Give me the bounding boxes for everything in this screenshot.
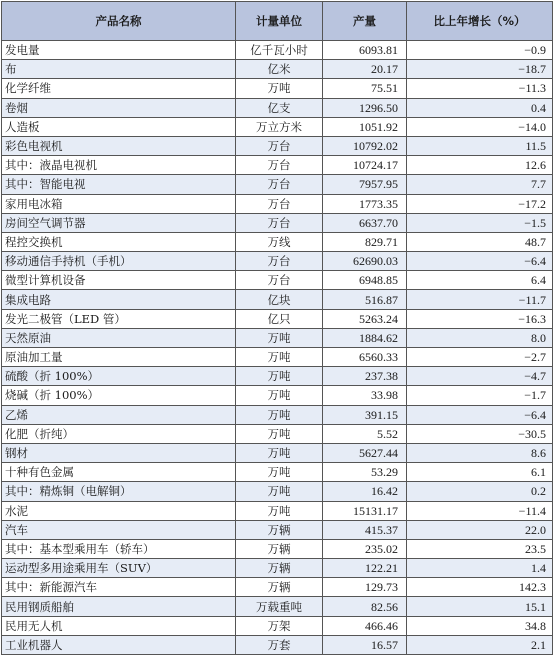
unit-cell: 万辆 (236, 520, 323, 539)
table-row (2, 117, 553, 136)
growth-cell: −1.7 (407, 386, 553, 405)
output-cell: 5627.44 (323, 443, 407, 462)
product-name-cell: 运动型多用途乘用车（SUV） (2, 559, 236, 578)
product-name-cell: 其中：智能电视 (2, 175, 236, 194)
unit-cell: 亿米 (236, 60, 323, 79)
unit-cell: 万辆 (236, 578, 323, 597)
output-cell: 6637.70 (323, 213, 407, 232)
unit-cell: 万架 (236, 616, 323, 635)
output-cell: 235.02 (323, 539, 407, 558)
table-row (2, 98, 553, 117)
growth-cell: 12.6 (407, 156, 553, 175)
output-cell: 10724.17 (323, 156, 407, 175)
header-product-name: 产品名称 (2, 2, 236, 41)
product-name-cell: 彩色电视机 (2, 136, 236, 155)
header-unit: 计量单位 (236, 2, 323, 41)
output-cell: 20.17 (323, 60, 407, 79)
unit-cell: 万吨 (236, 348, 323, 367)
product-name-cell: 化学纤维 (2, 79, 236, 98)
product-name-cell: 集成电路 (2, 290, 236, 309)
table-row (2, 175, 553, 194)
product-name-cell: 其中：液晶电视机 (2, 156, 236, 175)
output-cell: 10792.02 (323, 136, 407, 155)
table-row (2, 367, 553, 386)
growth-cell: −30.5 (407, 424, 553, 443)
output-cell: 466.46 (323, 616, 407, 635)
growth-cell: −14.0 (407, 117, 553, 136)
growth-cell: −4.7 (407, 367, 553, 386)
product-name-cell: 发光二极管（LED 管） (2, 309, 236, 328)
table-body (2, 41, 553, 655)
output-cell: 6093.81 (323, 41, 407, 60)
growth-cell: 11.5 (407, 136, 553, 155)
table-row (2, 520, 553, 539)
unit-cell: 万吨 (236, 405, 323, 424)
output-cell: 391.15 (323, 405, 407, 424)
growth-cell: −6.4 (407, 405, 553, 424)
growth-cell: −11.4 (407, 501, 553, 520)
unit-cell: 万台 (236, 252, 323, 271)
table-row (2, 252, 553, 271)
growth-cell: 7.7 (407, 175, 553, 194)
product-name-cell: 发电量 (2, 41, 236, 60)
growth-cell: 142.3 (407, 578, 553, 597)
table-row (2, 156, 553, 175)
unit-cell: 万台 (236, 213, 323, 232)
growth-cell: 0.2 (407, 482, 553, 501)
unit-cell: 万吨 (236, 443, 323, 462)
table-row (2, 424, 553, 443)
output-cell: 829.71 (323, 232, 407, 251)
output-cell: 415.37 (323, 520, 407, 539)
unit-cell: 万立方米 (236, 117, 323, 136)
table-row (2, 578, 553, 597)
output-cell: 516.87 (323, 290, 407, 309)
unit-cell: 万台 (236, 175, 323, 194)
table-row (2, 194, 553, 213)
table-row (2, 290, 553, 309)
output-cell: 82.56 (323, 597, 407, 616)
table-row (2, 616, 553, 635)
growth-cell: −18.7 (407, 60, 553, 79)
table-row (2, 386, 553, 405)
growth-cell: 23.5 (407, 539, 553, 558)
unit-cell: 亿只 (236, 309, 323, 328)
growth-cell: 0.4 (407, 98, 553, 117)
table-row (2, 41, 553, 60)
unit-cell: 万载重吨 (236, 597, 323, 616)
output-cell: 129.73 (323, 578, 407, 597)
growth-cell: −11.7 (407, 290, 553, 309)
output-cell: 1773.35 (323, 194, 407, 213)
production-table (1, 1, 553, 655)
output-cell: 53.29 (323, 463, 407, 482)
growth-cell: −6.4 (407, 252, 553, 271)
unit-cell: 万套 (236, 635, 323, 654)
unit-cell: 万线 (236, 232, 323, 251)
output-cell: 237.38 (323, 367, 407, 386)
product-name-cell: 房间空气调节器 (2, 213, 236, 232)
table-row (2, 60, 553, 79)
table-row (2, 559, 553, 578)
table-row (2, 79, 553, 98)
output-cell: 16.57 (323, 635, 407, 654)
output-cell: 1884.62 (323, 328, 407, 347)
unit-cell: 亿支 (236, 98, 323, 117)
output-cell: 62690.03 (323, 252, 407, 271)
table-row (2, 539, 553, 558)
product-name-cell: 乙烯 (2, 405, 236, 424)
table-row (2, 232, 553, 251)
growth-cell: 6.1 (407, 463, 553, 482)
growth-cell: −17.2 (407, 194, 553, 213)
table-row (2, 405, 553, 424)
product-name-cell: 移动通信手持机（手机） (2, 252, 236, 271)
output-cell: 33.98 (323, 386, 407, 405)
product-name-cell: 布 (2, 60, 236, 79)
output-cell: 15131.17 (323, 501, 407, 520)
growth-cell: 15.1 (407, 597, 553, 616)
product-name-cell: 烧碱（折 100%） (2, 386, 236, 405)
growth-cell: 22.0 (407, 520, 553, 539)
table-row (2, 443, 553, 462)
unit-cell: 万台 (236, 271, 323, 290)
unit-cell: 万吨 (236, 386, 323, 405)
growth-cell: 8.0 (407, 328, 553, 347)
growth-cell: 1.4 (407, 559, 553, 578)
table-row (2, 309, 553, 328)
unit-cell: 万辆 (236, 539, 323, 558)
table-row (2, 271, 553, 290)
unit-cell: 万吨 (236, 463, 323, 482)
table-row (2, 328, 553, 347)
growth-cell: 8.6 (407, 443, 553, 462)
table-row (2, 213, 553, 232)
table-row (2, 136, 553, 155)
product-name-cell: 民用钢质船舶 (2, 597, 236, 616)
product-name-cell: 工业机器人 (2, 635, 236, 654)
growth-cell: 48.7 (407, 232, 553, 251)
output-cell: 6948.85 (323, 271, 407, 290)
product-name-cell: 其中：精炼铜（电解铜） (2, 482, 236, 501)
product-name-cell: 钢材 (2, 443, 236, 462)
output-cell: 7957.95 (323, 175, 407, 194)
output-cell: 5.52 (323, 424, 407, 443)
output-cell: 1296.50 (323, 98, 407, 117)
table-row (2, 635, 553, 654)
unit-cell: 万吨 (236, 501, 323, 520)
product-name-cell: 其中：基本型乘用车（轿车） (2, 539, 236, 558)
output-cell: 75.51 (323, 79, 407, 98)
table-row (2, 597, 553, 616)
product-name-cell: 天然原油 (2, 328, 236, 347)
product-name-cell: 十种有色金属 (2, 463, 236, 482)
table-header-row (2, 2, 553, 41)
output-cell: 1051.92 (323, 117, 407, 136)
unit-cell: 万吨 (236, 328, 323, 347)
product-name-cell: 程控交换机 (2, 232, 236, 251)
growth-cell: −16.3 (407, 309, 553, 328)
product-name-cell: 卷烟 (2, 98, 236, 117)
header-growth: 比上年增长（%） (407, 2, 553, 41)
output-cell: 122.21 (323, 559, 407, 578)
unit-cell: 万吨 (236, 79, 323, 98)
growth-cell: 6.4 (407, 271, 553, 290)
growth-cell: 2.1 (407, 635, 553, 654)
unit-cell: 万吨 (236, 482, 323, 501)
output-cell: 6560.33 (323, 348, 407, 367)
unit-cell: 万台 (236, 136, 323, 155)
unit-cell: 万辆 (236, 559, 323, 578)
growth-cell: −0.9 (407, 41, 553, 60)
product-name-cell: 其中：新能源汽车 (2, 578, 236, 597)
output-cell: 16.42 (323, 482, 407, 501)
product-name-cell: 硫酸（折 100%） (2, 367, 236, 386)
growth-cell: 34.8 (407, 616, 553, 635)
table-row (2, 482, 553, 501)
unit-cell: 万台 (236, 156, 323, 175)
product-name-cell: 人造板 (2, 117, 236, 136)
unit-cell: 万吨 (236, 367, 323, 386)
table-row (2, 501, 553, 520)
product-name-cell: 微型计算机设备 (2, 271, 236, 290)
growth-cell: −1.5 (407, 213, 553, 232)
product-name-cell: 民用无人机 (2, 616, 236, 635)
product-name-cell: 化肥（折纯） (2, 424, 236, 443)
product-name-cell: 家用电冰箱 (2, 194, 236, 213)
header-output: 产量 (323, 2, 407, 41)
unit-cell: 万台 (236, 194, 323, 213)
output-cell: 5263.24 (323, 309, 407, 328)
table-row (2, 348, 553, 367)
unit-cell: 亿块 (236, 290, 323, 309)
table-row (2, 463, 553, 482)
growth-cell: −2.7 (407, 348, 553, 367)
product-name-cell: 汽车 (2, 520, 236, 539)
product-name-cell: 原油加工量 (2, 348, 236, 367)
product-name-cell: 水泥 (2, 501, 236, 520)
unit-cell: 亿千瓦小时 (236, 41, 323, 60)
unit-cell: 万吨 (236, 424, 323, 443)
growth-cell: −11.3 (407, 79, 553, 98)
